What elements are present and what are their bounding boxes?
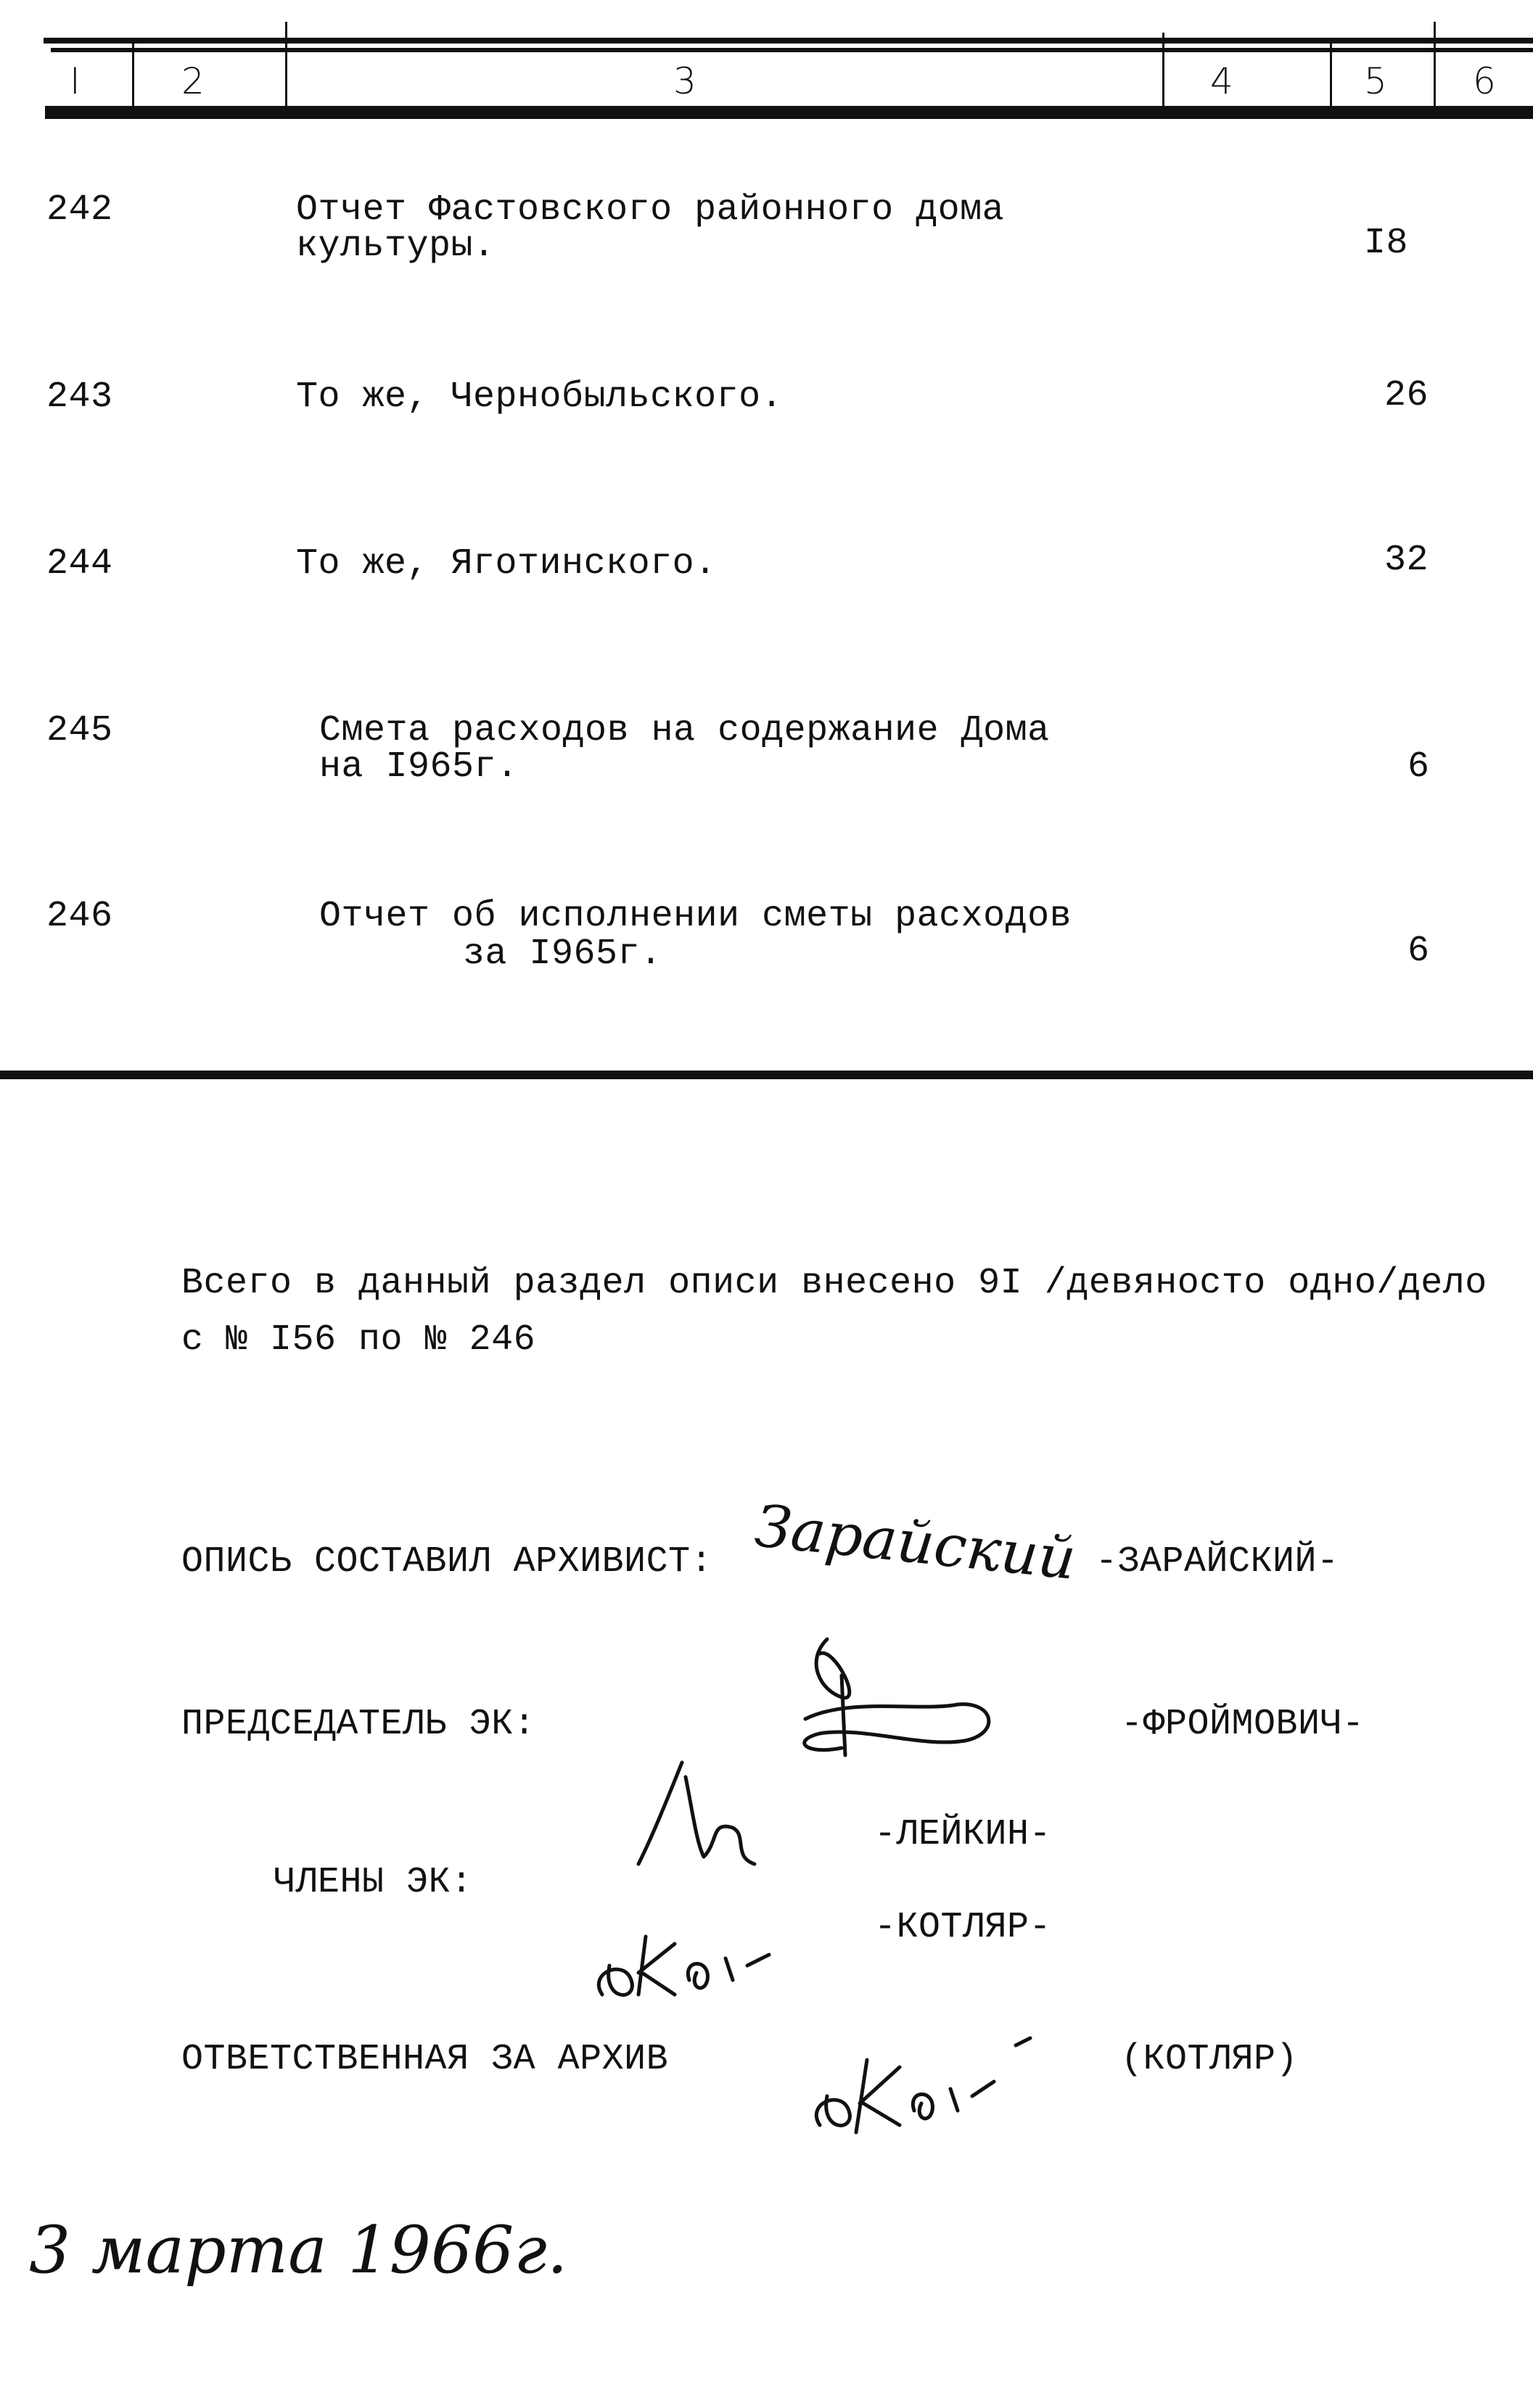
column-divider [1330, 42, 1332, 107]
column-header-6: 6 [1473, 60, 1496, 102]
compiler-signature: Зарайский [752, 1492, 1080, 1593]
row-title: Отчет об исполнении сметы расходов [319, 896, 1072, 937]
row-title: То же, Яготинского. [296, 543, 717, 585]
row-number: 246 [46, 896, 113, 937]
member2-signature [580, 1915, 842, 2016]
archive-name: (КОТЛЯР) [1121, 2039, 1299, 2080]
column-header-3: 3 [673, 60, 696, 102]
row-title: культуры. [296, 226, 496, 267]
chairman-signature [776, 1632, 1008, 1777]
header-bottom-rule [45, 106, 1533, 119]
compiler-name: -ЗАРАЙСКИЙ- [1096, 1541, 1339, 1583]
row-title: Смета расходов на содержание Дома [319, 710, 1050, 751]
column-header-4: 4 [1210, 60, 1233, 102]
row-title: Отчет Фастовского районного дома [296, 189, 1005, 231]
member2-name: -КОТЛЯР- [874, 1907, 1052, 1948]
column-divider [285, 22, 287, 107]
row-sheets: 32 [1384, 540, 1429, 581]
archive-label: ОТВЕТСТВЕННАЯ ЗА АРХИВ [181, 2039, 669, 2080]
member1-signature [624, 1755, 769, 1900]
column-divider [132, 42, 134, 107]
header-top-rule-2 [51, 48, 1533, 52]
column-divider [1162, 33, 1164, 107]
row-sheets: 6 [1407, 746, 1430, 788]
chairman-name: -ФРОЙМОВИЧ- [1121, 1704, 1365, 1745]
column-divider [1434, 22, 1436, 107]
handwritten-date: 3 марта 1966г. [29, 2212, 568, 2288]
archive-signature [798, 2031, 1059, 2147]
chairman-label: ПРЕДСЕДАТЕЛЬ ЭК: [181, 1704, 536, 1745]
compiler-label: ОПИСЬ СОСТАВИЛ АРХИВИСТ: [181, 1541, 713, 1583]
summary-line-1: Всего в данный раздел описи внесено 9I /девяносто одно/дело [181, 1263, 1487, 1304]
header-top-rule [44, 38, 1533, 44]
row-number: 245 [46, 710, 113, 751]
summary-line-2: с № I56 по № 246 [181, 1319, 536, 1361]
member1-name: -ЛЕЙКИН- [874, 1814, 1052, 1855]
row-title: То же, Чернобыльского. [296, 376, 784, 418]
column-header-2: 2 [181, 60, 205, 102]
row-number: 242 [46, 189, 113, 231]
row-title: на I965г. [319, 746, 519, 788]
row-sheets: 26 [1384, 375, 1429, 416]
row-sheets: I8 [1364, 223, 1409, 264]
row-number: 244 [46, 543, 113, 585]
column-header-5: 5 [1364, 60, 1387, 102]
column-header-1: I [70, 60, 81, 102]
row-sheets: 6 [1407, 931, 1430, 972]
table-bottom-rule [0, 1071, 1533, 1079]
row-title: за I965г. [463, 933, 662, 975]
row-number: 243 [46, 376, 113, 418]
members-label: ЧЛЕНЫ ЭК: [274, 1862, 473, 1903]
